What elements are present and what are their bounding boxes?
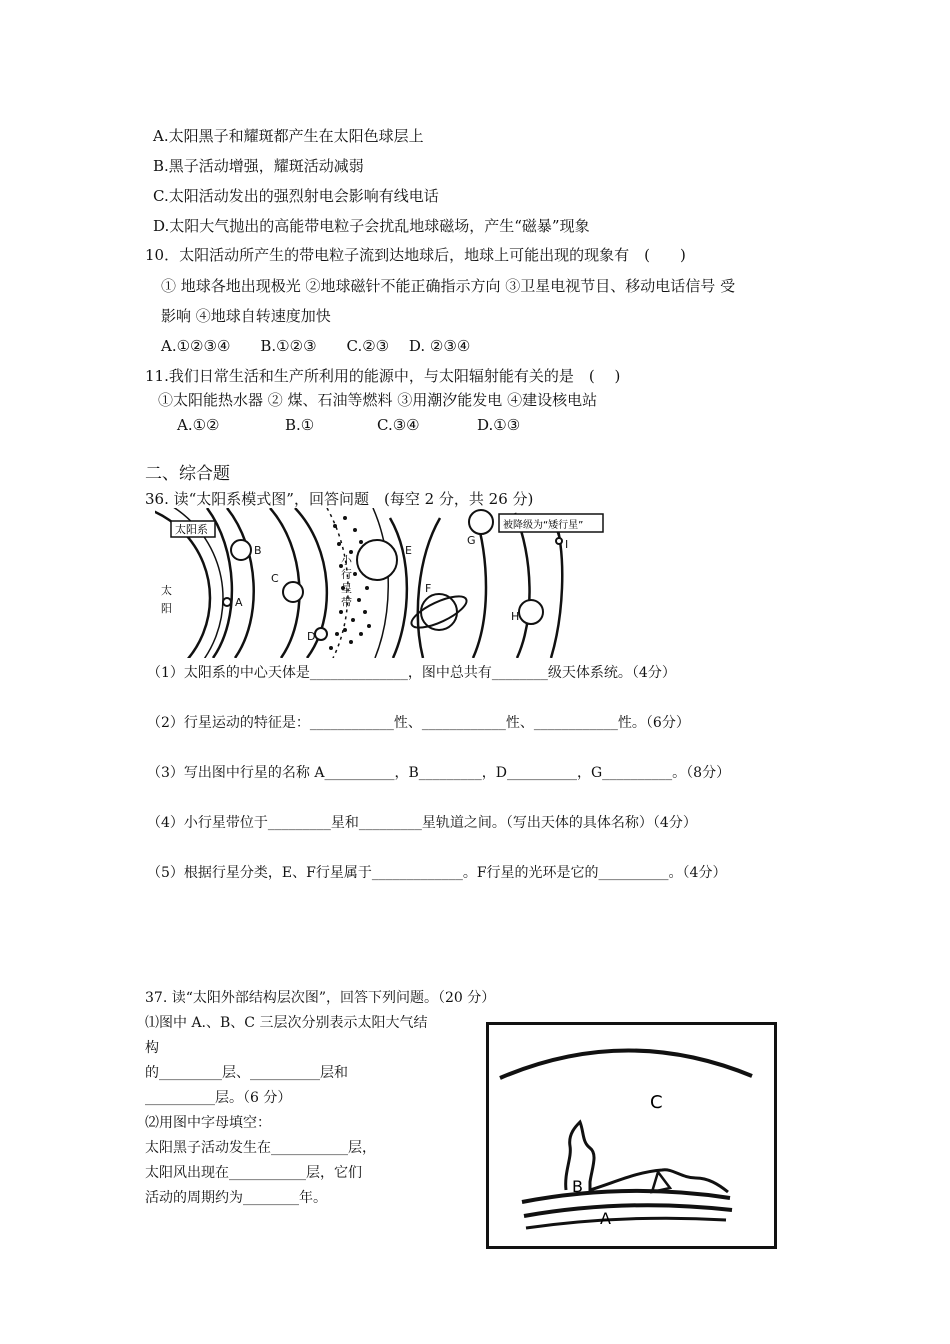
q37-line-7: 太阳风出现在___________层，它们 <box>145 1165 362 1181</box>
orbit-h <box>515 513 530 658</box>
label-d: D <box>307 630 316 643</box>
q37-line-8: 活动的周期约为________年。 <box>145 1190 327 1206</box>
q36-sub-2: （2）行星运动的特征是：____________性、____________性、____________性。（6分） <box>147 715 690 731</box>
planet-c <box>283 582 303 602</box>
q37-line-4: __________层。（6 分） <box>145 1090 292 1106</box>
label-belt-4: 带 <box>341 596 352 609</box>
planet-b <box>231 540 251 560</box>
q9-option-a: A.太阳黑子和耀斑都产生在太阳色球层上 <box>153 127 424 145</box>
q10-items-line2: 影响 ④地球自转速度加快 <box>161 307 331 325</box>
q9-option-d: D.太阳大气抛出的高能带电粒子会扰乱地球磁场，产生“磁暴”现象 <box>153 217 590 235</box>
q37-line-3: 的_________层、__________层和 <box>145 1065 348 1081</box>
label-belt-3: 星 <box>341 582 352 595</box>
label-layer-a: A <box>600 1209 611 1228</box>
planet-f <box>421 594 457 630</box>
q37-line-6: 太阳黑子活动发生在___________层， <box>145 1140 376 1156</box>
orbit-e <box>390 518 407 658</box>
q36-sub-1: （1）太阳系的中心天体是______________，图中总共有________级天体系统。（4分） <box>147 665 676 681</box>
label-belt-2: 行 <box>341 568 352 581</box>
q10-stem: 10．太阳活动所产生的带电粒子流到达地球后，地球上可能出现的现象有 ( ) <box>145 246 686 264</box>
q9-option-c: C.太阳活动发出的强烈射电会影响有线电话 <box>153 187 439 205</box>
label-f: F <box>425 582 432 595</box>
solar-system-diagram <box>155 508 615 658</box>
solar-atmosphere-diagram <box>486 1022 778 1250</box>
label-solar-system: 太阳系 <box>175 523 208 536</box>
label-g: G <box>467 534 476 547</box>
label-sun-1: 太 <box>161 584 172 597</box>
planet-e <box>357 540 397 580</box>
label-i: I <box>565 538 569 551</box>
q10-options: A.①②③④ B.①②③ C.②③ D. ②③④ <box>161 337 471 355</box>
q37-line-2: 构 <box>145 1040 159 1056</box>
q11-option-c: C.③④ <box>377 416 420 434</box>
label-sun-2: 阳 <box>161 602 172 615</box>
q37-stem: 37. 读“太阳外部结构层次图”，回答下列问题。（20 分） <box>145 990 496 1006</box>
q37-line-5: ⑵用图中字母填空： <box>145 1115 271 1131</box>
label-h: H <box>511 610 520 623</box>
q10-items-line1: ① 地球各地出现极光 ②地球磁针不能正确指示方向 ③卫星电视节目、移动电话信号 受 <box>161 277 736 295</box>
label-b: B <box>254 544 262 557</box>
planet-h <box>519 600 543 624</box>
label-layer-c: C <box>650 1092 663 1113</box>
label-a: A <box>235 596 243 609</box>
q36-sub-3: （3）写出图中行星的名称 A__________，B_________，D__________，G__________。（8分） <box>147 765 731 781</box>
q9-option-b: B.黑子活动增强，耀斑活动减弱 <box>153 157 364 175</box>
q11-option-d: D.①③ <box>477 416 521 434</box>
q11-option-a: A.①② <box>177 416 220 434</box>
q11-option-b: B.① <box>285 416 315 434</box>
q36-sub-5: （5）根据行星分类，E、F行星属于_____________。F行星的光环是它的__________。（4分） <box>147 865 727 881</box>
section-title: 二、综合题 <box>145 464 230 484</box>
q11-items: ①太阳能热水器 ② 煤、石油等燃料 ③用潮汐能发电 ④建设核电站 <box>158 391 598 409</box>
label-c: C <box>271 572 279 585</box>
label-demoted: 被降级为“矮行星” <box>503 520 584 531</box>
belt-outer-edge <box>373 508 388 658</box>
q11-stem: 11.我们日常生活和生产所利用的能源中，与太阳辐射能有关的是 ( ) <box>145 367 621 385</box>
q37-line-1: ⑴图中 A.、B、C 三层次分别表示太阳大气结 <box>145 1015 428 1031</box>
label-belt-1: 小 <box>341 554 352 567</box>
planet-i <box>556 538 562 544</box>
label-e: E <box>405 544 412 557</box>
planet-a <box>223 598 231 606</box>
q36-stem: 36. 读“太阳系模式图”，回答问题 (每空 2 分，共 26 分) <box>145 490 534 508</box>
label-layer-b: B <box>572 1177 583 1196</box>
planet-d <box>315 628 327 640</box>
q36-sub-4: （4）小行星带位于_________星和_________星轨道之间。（写出天体的具体名称）（4分） <box>147 815 697 831</box>
planet-g <box>469 510 493 534</box>
